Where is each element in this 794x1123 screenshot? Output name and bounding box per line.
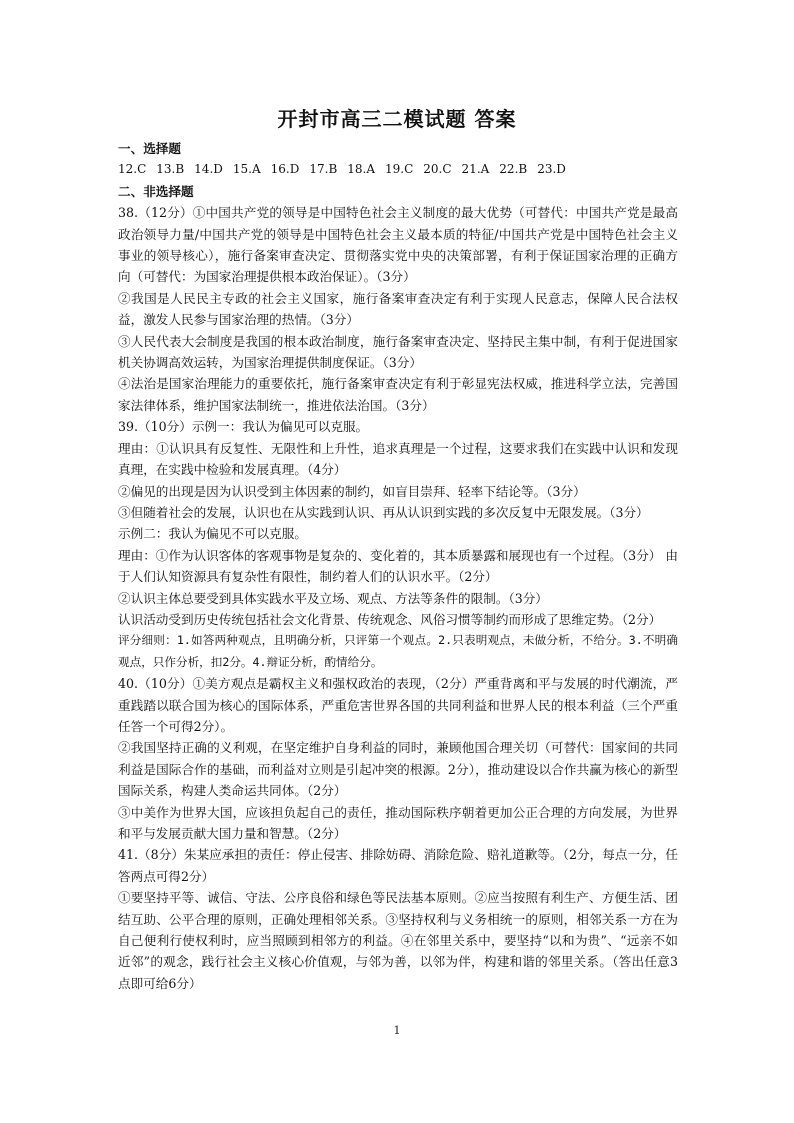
page-title: 开封市高三二模试题 答案 — [277, 107, 517, 131]
answer-paragraph: 40.（10分）①美方观点是霸权主义和强权政治的表现，（2分）严重背离和平与发展的时代潮流，严重践踏以联合国为核心的国际体系，严重危害世界各国的共同利益和世界人民的根本利益（三个严重任答一个可得2分）。 — [118, 676, 678, 734]
answer-item: 21.A — [461, 162, 490, 177]
answer-paragraph: 理由：①认识具有反复性、无限性和上升性，追求真理是一个过程，这要求我们在实践中认识和发现真理，在实践中检验和发展真理。（4分） — [118, 440, 678, 478]
answer-item: 18.A — [347, 162, 376, 177]
answer-paragraph: 示例二：我认为偏见不可以克服。 — [118, 526, 307, 542]
answer-paragraph: ④法治是国家治理能力的重要依托，施行备案审查决定有利于彰显宪法权威，推进科学立法，完善国家法律体系，维护国家法制统一，推进依法治国。（3分） — [118, 376, 678, 413]
answer-item: 14.D — [194, 162, 223, 177]
answer-item: 16.D — [270, 162, 300, 177]
answer-paragraph: ②我国坚持正确的义利观，在坚定维护自身利益的同时，兼顾他国合理关切（可替代：国家间的共同利益是国际合作的基础，而利益对立则是引起冲突的根源。2分），推动建设以合作共赢为核心的新型国际关系，构建人类命运共同体。（2分） — [118, 740, 678, 799]
scoring-note: 评分细则：1.如答两种观点，且明确分析，只评第一个观点。2.只表明观点，未做分析，不给分。3.不明确观点，只作分析，扣2分。4.辩证分析，酌情给分。 — [118, 633, 678, 669]
answer-item: 13.B — [156, 162, 185, 177]
answer-paragraph: ③中美作为世界大国，应该担负起自己的责任，推动国际秩序朝着更加公正合理的方向发展，为世界和平与发展贡献大国力量和智慧。（2分） — [118, 804, 678, 841]
document-body — [118, 138, 678, 994]
answer-item: 22.B — [499, 162, 528, 177]
answer-item: 23.D — [537, 162, 566, 177]
answer-item: 12.C — [118, 162, 147, 177]
answer-paragraph: 认识活动受到历史传统包括社会文化背景、传统观念、风俗习惯等制约而形成了思维定势。（2分） — [118, 611, 662, 627]
answer-paragraph: ③但随着社会的发展，认识也在从实践到认识、再从认识到实践的多次反复中无限发展。（3分） — [118, 504, 649, 520]
answer-paragraph: 41.（8分）朱某应承担的责任：停止侵害、排除妨碍、消除危险、赔礼道歉等。（2分，每点一分，任答两点可得2分） — [118, 847, 678, 884]
answer-paragraph: 理由：①作为认识客体的客观事物是复杂的、变化着的，其本质暴露和展现也有一个过程。（3分） 由于人们认知资源具有复杂性有限性，制约着人们的认识水平。（2分） — [118, 547, 678, 585]
answer-item: 15.A — [232, 162, 261, 177]
choice-answers — [118, 159, 678, 180]
answer-item: 19.C — [385, 162, 414, 177]
answer-paragraph: 39.（10分）示例一：我认为偏见可以克服。 — [118, 419, 369, 435]
answer-paragraph: ②我国是人民民主专政的社会主义国家，施行备案审查决定有利于实现人民意志，保障人民合法权益，激发人民参与国家治理的热情。（3分） — [118, 290, 678, 328]
page-number: 1 — [393, 1024, 401, 1037]
answer-item: 17.B — [309, 162, 338, 177]
answer-paragraph: ③人民代表大会制度是我国的根本政治制度，施行备案审查决定、坚持民主集中制，有利于促进国家机关协调高效运转，为国家治理提供制度保证。（3分） — [118, 333, 678, 371]
section-heading-nonchoice: 二、非选择题 — [118, 183, 194, 199]
answer-paragraph: ②偏见的出现是因为认识受到主体因素的制约，如盲目崇拜、轻率下结论等。（3分） — [118, 483, 586, 499]
answer-item: 20.C — [423, 162, 452, 177]
answer-paragraph: 38.（12分）①中国共产党的领导是中国特色社会主义制度的最大优势（可替代：中国共产党是最高政治领导力量/中国共产党的领导是中国特色社会主义最本质的特征/中国共产党是中国特色社会主义事业的领导核心），施行备案审查决定、贯彻落实党中央的决策部署，有利于保证国家治理的正确方向（可替代：为国家治理提供根本政治保证）。（3分） — [118, 205, 678, 285]
section-heading-choice: 一、选择题 — [118, 141, 181, 156]
answer-paragraph: ①要坚持平等、诚信、守法、公序良俗和绿色等民法基本原则。②应当按照有利生产、方便生活、团结互助、公平合理的原则，正确处理相邻关系。③坚持权利与义务相统一的原则，相邻关系一方在为自己便利行使权利时，应当照顾到相邻方的利益。④在邻里关系中，要坚持“以和为贵”、“远亲不如近邻”的观念，践行社会主义核心价值观，与邻为善，以邻为伴，构建和谐的邻里关系。（答出任意3点即可给6分） — [118, 890, 678, 991]
answer-paragraph: ②认识主体总要受到具体实践水平及立场、观点、方法等条件的限制。（3分） — [118, 590, 548, 606]
